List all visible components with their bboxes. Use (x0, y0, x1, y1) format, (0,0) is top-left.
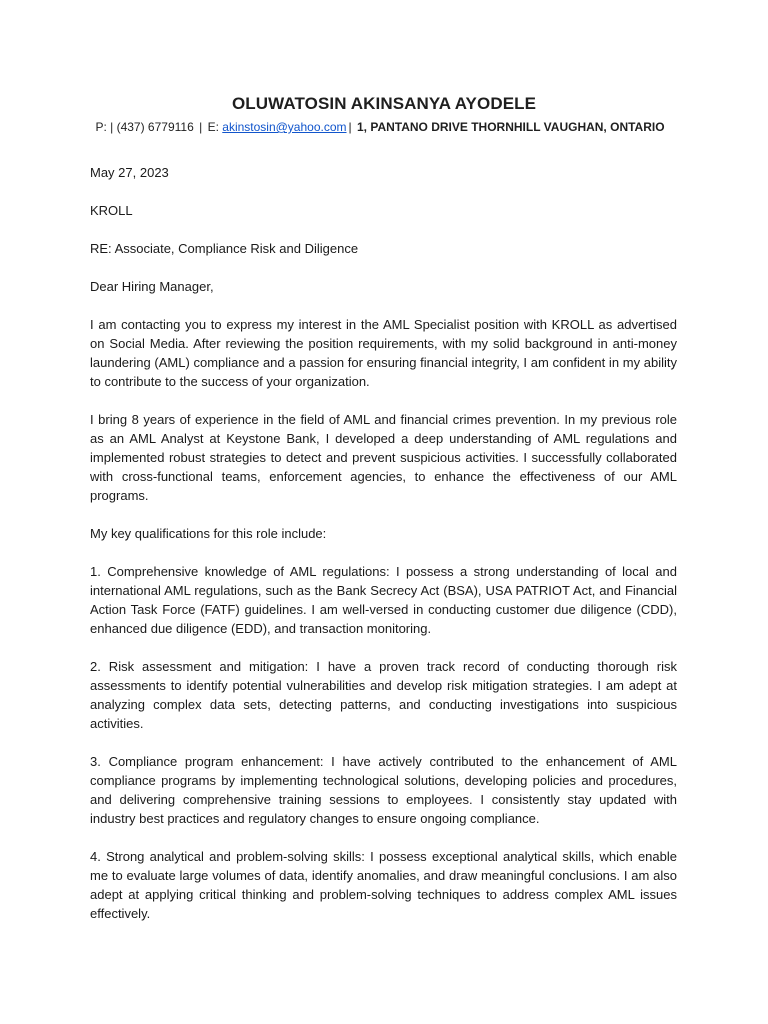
address: 1, PANTANO DRIVE THORNHILL VAUGHAN, ONTARIO (356, 120, 665, 134)
qualification-item: 4. Strong analytical and problem-solving skills: I possess exceptional analytical skills, which enable me to evaluate large volumes of data, identify anomalies, and draw meaningful conclusions. I am also adept at applying critical thinking and problem-solving techniques to address complex AML issues effectively. (90, 849, 677, 921)
paragraph-qualifications-intro: My key qualifications for this role include: (90, 526, 327, 541)
separator: | (199, 120, 203, 134)
recipient-company: KROLL (90, 203, 133, 218)
phone-number: (437) 6779116 (116, 120, 194, 134)
qualification-item: 1. Comprehensive knowledge of AML regulations: I possess a strong understanding of local and international AML regulations, such as the Bank Secrecy Act (BSA), USA PATRIOT Act, and Financial Action Task Force (FATF) guidelines. I am well-versed in conducting customer due diligence (CDD), enhanced due diligence (EDD), and transaction monitoring. (90, 564, 677, 636)
paragraph-intro: I am contacting you to express my interest in the AML Specialist position with KROLL as advertised on Social Media. After reviewing the position requirements, with my solid background in anti-money laundering (AML) compliance and a passion for ensuring financial integrity, I am confident in my ability to contribute to the success of your organization. (90, 317, 677, 389)
qualification-item: 2. Risk assessment and mitigation: I have a proven track record of conducting thorough risk assessments to identify potential vulnerabilities and develop risk mitigation strategies. I am adept at analyzing complex data sets, detecting patterns, and conducting investigations into suspicious activities. (90, 659, 677, 731)
email-label: E: (207, 120, 219, 134)
applicant-name: OLUWATOSIN AKINSANYA AYODELE (231, 94, 537, 113)
salutation: Dear Hiring Manager, (90, 279, 214, 294)
paragraph-experience: I bring 8 years of experience in the field of AML and financial crimes prevention. In my previous role as an AML Analyst at Keystone Bank, I developed a deep understanding of AML regulations and implemented robust strategies to detect and prevent suspicious activities. I successfully collaborated with cross-functional teams, enforcement agencies, to enhance the effectiveness of our AML programs. (90, 412, 677, 503)
letter-body (90, 163, 677, 942)
email-link[interactable]: akinstosin@yahoo.com (222, 120, 347, 134)
letter-subject: RE: Associate, Compliance Risk and Diligence (90, 241, 359, 256)
phone-label: P: | (95, 120, 114, 134)
letter-date: May 27, 2023 (90, 165, 169, 180)
qualification-item: 3. Compliance program enhancement: I have actively contributed to the enhancement of AML compliance programs by implementing technological solutions, developing policies and procedures, and delivering comprehensive training sessions to employees. I consistently stay updated with industry best practices and regulatory changes to ensure ongoing compliance. (90, 754, 677, 826)
separator: | (348, 120, 352, 134)
contact-line (0, 120, 760, 134)
